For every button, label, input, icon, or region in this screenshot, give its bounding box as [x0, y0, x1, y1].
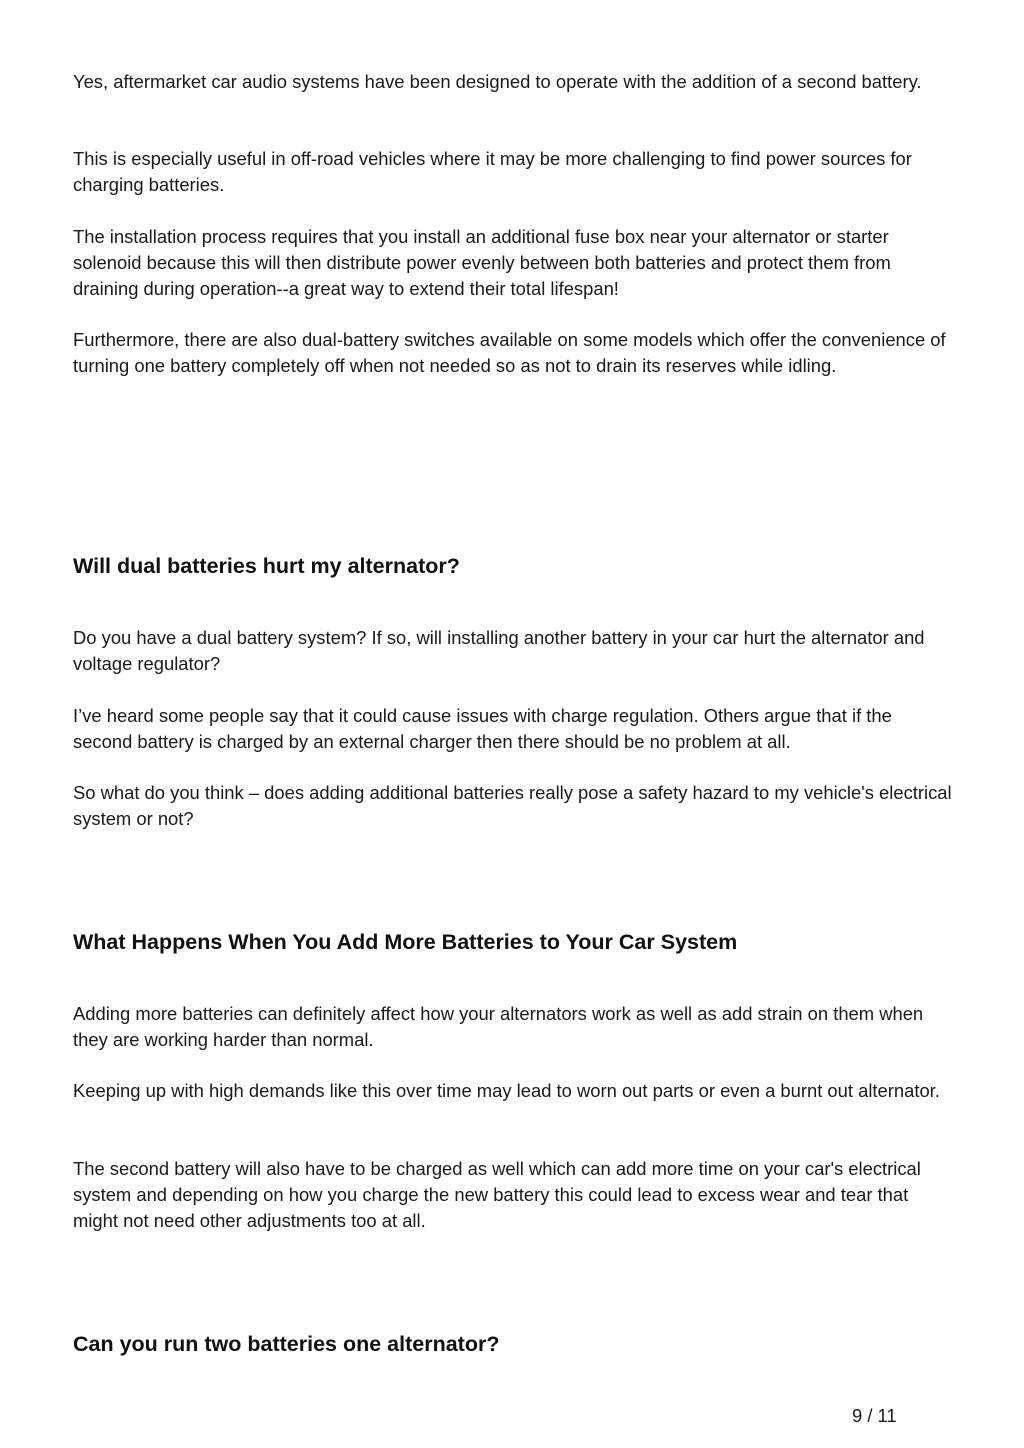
paragraph: Furthermore, there are also dual-battery switches available on some models which offer the convenience of turning one battery completely off when not needed so as not to drain its reserves while idling. [73, 329, 946, 376]
section-heading: Can you run two batteries one alternator? [73, 1332, 500, 1356]
paragraph: Keeping up with high demands like this over time may lead to worn out parts or even a burnt out alternator. [73, 1080, 940, 1101]
section-heading: Will dual batteries hurt my alternator? [73, 554, 460, 578]
paragraph: Yes, aftermarket car audio systems have been designed to operate with the addition of a second battery. [73, 71, 922, 92]
paragraph: I’ve heard some people say that it could cause issues with charge regulation. Others argue that if the second battery is charged by an external charger then there should be no problem at all. [73, 705, 892, 752]
paragraph: Do you have a dual battery system? If so, will installing another battery in your car hurt the alternator and voltage regulator? [73, 627, 925, 674]
paragraph: So what do you think – does adding additional batteries really pose a safety hazard to my vehicle's electrical system or not? [73, 782, 952, 829]
paragraph: This is especially useful in off-road vehicles where it may be more challenging to find power sources for charging batteries. [73, 148, 912, 195]
paragraph: The installation process requires that you install an additional fuse box near your alternator or starter solenoid because this will then distribute power evenly between both batteries and protect them from draining during operation--a great way to extend their total lifespan! [73, 226, 891, 299]
section-heading: What Happens When You Add More Batteries to Your Car System [73, 930, 738, 954]
paragraph: The second battery will also have to be charged as well which can add more time on your car's electrical system and depending on how you charge the new battery this could lead to excess wear and tear that might not need other adjustments too at all. [73, 1158, 921, 1231]
paragraph: Adding more batteries can definitely affect how your alternators work as well as add strain on them when they are working harder than normal. [73, 1003, 924, 1050]
page-number: 9 / 11 [852, 1405, 897, 1426]
